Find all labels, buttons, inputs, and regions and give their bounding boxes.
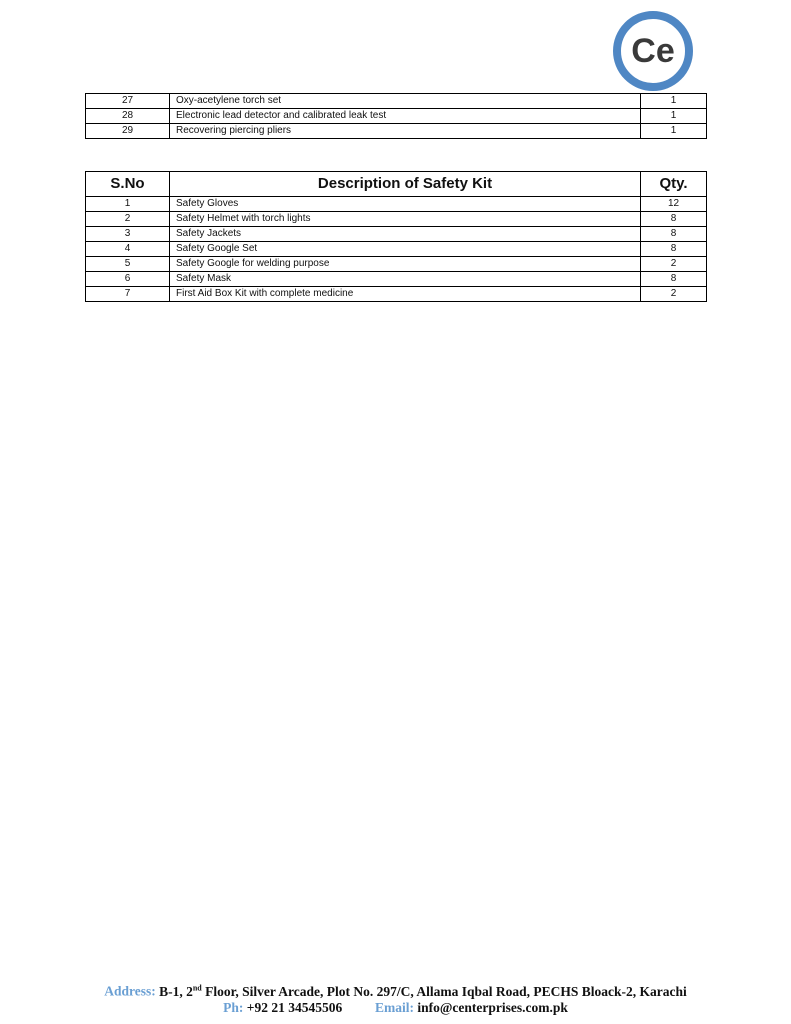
row-quantity: 8 — [641, 227, 707, 242]
row-description: Safety Jackets — [170, 227, 641, 242]
row-quantity: 1 — [641, 109, 707, 124]
footer-address — [0, 983, 791, 1000]
address-text-pre: B-1, 2 — [159, 983, 193, 999]
header-description: Description of Safety Kit — [170, 172, 641, 197]
table-row — [86, 257, 707, 272]
row-quantity: 2 — [641, 257, 707, 272]
row-number: 5 — [86, 257, 170, 272]
header-sno: S.No — [86, 172, 170, 197]
row-number: 6 — [86, 272, 170, 287]
row-description: Safety Google for welding purpose — [170, 257, 641, 272]
table-row — [86, 94, 707, 109]
table-row — [86, 197, 707, 212]
address-value — [159, 984, 687, 999]
row-quantity: 8 — [641, 242, 707, 257]
row-number: 7 — [86, 287, 170, 302]
table-row — [86, 124, 707, 139]
row-number: 1 — [86, 197, 170, 212]
row-quantity: 8 — [641, 272, 707, 287]
table-row — [86, 272, 707, 287]
table-header-row — [86, 172, 707, 197]
table-row — [86, 212, 707, 227]
company-logo-mark — [612, 10, 694, 92]
row-number: 3 — [86, 227, 170, 242]
email-label: Email: — [374, 1000, 414, 1015]
row-description: Oxy-acetylene torch set — [170, 94, 641, 109]
address-text-sup: nd — [192, 983, 202, 992]
address-text-post: Floor, Silver Arcade, Plot No. 297/C, Allama Iqbal Road, PECHS Bloack-2, Karachi — [201, 983, 687, 999]
table-row — [86, 227, 707, 242]
phone-value: +92 21 34545506 — [246, 1000, 343, 1015]
logo-text: Ce — [631, 32, 675, 70]
table-row — [86, 109, 707, 124]
equipment-table-continued — [85, 93, 707, 139]
row-description: First Aid Box Kit with complete medicine — [170, 287, 641, 302]
safety-kit-table — [85, 171, 707, 302]
row-quantity: 2 — [641, 287, 707, 302]
header-qty: Qty. — [641, 172, 707, 197]
row-quantity: 1 — [641, 94, 707, 109]
row-description: Safety Google Set — [170, 242, 641, 257]
phone-label: Ph: — [223, 1000, 244, 1015]
email-value: info@centerprises.com.pk — [417, 1000, 568, 1015]
row-description: Safety Helmet with torch lights — [170, 212, 641, 227]
company-logo — [612, 10, 694, 92]
row-number: 27 — [86, 94, 170, 109]
table-row — [86, 287, 707, 302]
row-description: Safety Gloves — [170, 197, 641, 212]
row-description: Recovering piercing pliers — [170, 124, 641, 139]
footer-contact — [0, 1000, 791, 1016]
row-description: Safety Mask — [170, 272, 641, 287]
row-quantity: 8 — [641, 212, 707, 227]
row-quantity: 1 — [641, 124, 707, 139]
row-number: 2 — [86, 212, 170, 227]
row-number: 28 — [86, 109, 170, 124]
row-number: 29 — [86, 124, 170, 139]
table-row — [86, 242, 707, 257]
row-description: Electronic lead detector and calibrated leak test — [170, 109, 641, 124]
row-quantity: 12 — [641, 197, 707, 212]
row-number: 4 — [86, 242, 170, 257]
address-label: Address: — [104, 983, 156, 999]
